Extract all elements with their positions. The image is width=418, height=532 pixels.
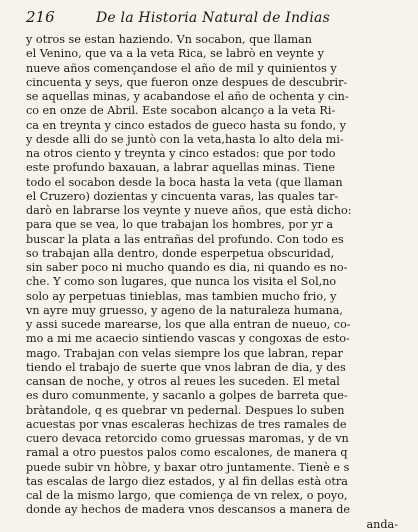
- running-head: De la Historia Natural de Indias: [96, 10, 330, 26]
- text-line: che. Y como son lugares, que nunca los visita el Sol,no: [26, 275, 337, 289]
- text-line: na otros ciento y treynta y cinco estados: que por todo: [26, 147, 336, 160]
- text-line: cincuenta y seys, que fueron onze despues de descubrir-: [26, 75, 348, 89]
- text-line: mo a mi me acaecio sintiendo vascas y congoxas de esto-: [26, 332, 350, 346]
- page-number: 216: [26, 8, 55, 26]
- text-line: solo ay perpetuas tinieblas, mas tambien mucho frio, y: [26, 289, 337, 303]
- text-line: cuero devaca retorcido como gruessas maromas, y de vn: [26, 432, 349, 445]
- text-line: mago. Trabajan con velas siempre los que labran, repar: [26, 346, 343, 360]
- text-line: vn ayre muy gruesso, y ageno de la naturaleza humana,: [26, 303, 343, 317]
- text-line: acuestas por vnas escaleras hechizas de tres ramales de: [26, 417, 347, 431]
- text-line: el Cruzero) dozientas y cincuenta varas, las quales tar-: [26, 189, 339, 203]
- text-line: anda-: [366, 517, 398, 531]
- text-line: puede subir vn hòbre, y baxar otro juntamente. Tienè e s: [26, 460, 350, 474]
- text-line: todo el socabon desde la boca hasta la veta (que llaman: [26, 175, 343, 189]
- text-line: donde ay hechos de madera vnos descansos a manera de: [26, 503, 350, 517]
- text-line: co en onze de Abril. Este socabon alcanço a la veta Ri-: [26, 104, 336, 118]
- text-line: ramal a otro puestos palos como escalones, de manera q: [26, 446, 348, 460]
- text-line: sin saber poco ni mucho quando es dia, ni quando es no-: [26, 261, 348, 274]
- text-line: tas escalas de largo diez estados, y al fin dellas està otra: [26, 474, 348, 488]
- text-line: este profundo baxauan, a labrar aquellas minas. Tiene: [26, 161, 336, 175]
- text-line: para que se vea, lo que trabajan los hombres, por yr a: [26, 218, 334, 232]
- text-line: so trabajan alla dentro, donde esperpetua obscuridad,: [26, 246, 335, 260]
- page-header: [26, 8, 404, 30]
- text-line: cal de la mismo largo, que comiença de vn relex, o poyo,: [26, 489, 348, 502]
- text-line: buscar la plata a las entrañas del profundo. Con todo es: [26, 232, 344, 246]
- text-line: es duro comunmente, y sacanlo a golpes de barreta que-: [26, 389, 348, 403]
- text-line: cansan de noche, y otros al reues les suceden. El metal: [26, 375, 340, 388]
- text-line: y desde alli do se juntò con la veta,hasta lo alto dela mi-: [26, 132, 344, 146]
- body-text: [26, 33, 404, 532]
- text-line: darò en labrarse los veynte y nueve años, que està dicho:: [26, 204, 352, 217]
- text-line: y otros se estan haziendo. Vn socabon, que llaman: [26, 33, 313, 46]
- text-line: tiendo el trabajo de suerte que vnos labran de dia, y des: [26, 360, 346, 374]
- text-line: bràtandole, q es quebrar vn pedernal. Despues lo suben: [26, 403, 345, 417]
- text-line: nueve años començandose el año de mil y quinientos y: [26, 61, 337, 75]
- text-line: y assi sucede marearse, los que alla entran de nueuo, co-: [26, 318, 351, 331]
- text-line: el Venino, que va a la veta Rica, se labrò en veynte y: [26, 47, 324, 61]
- text-line: se aquellas minas, y acabandose el año de ochenta y cin-: [26, 90, 349, 103]
- text-line: ca en treynta y cinco estados de gueco hasta su fondo, y: [26, 118, 346, 132]
